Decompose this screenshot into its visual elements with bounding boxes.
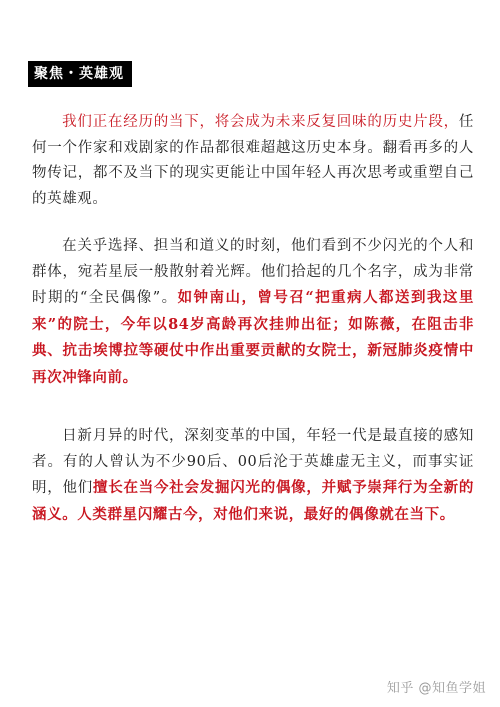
paragraph-3: [32, 424, 474, 528]
zhihu-watermark: 知乎 @知鱼学姐: [386, 681, 486, 696]
paragraph-3-highlight: 擅长在当今社会发掘闪光的偶像，并赋予崇拜行为全新的涵义。人类群星闪耀古今，对他们来说，最好的偶像就在当下。: [32, 479, 474, 523]
paragraph-2: [32, 234, 474, 391]
paragraph-2-highlight: 如钟南山，曾号召“把重病人都送到我这里来”的院士，今年以84岁高龄再次挂帅出征；如陈薇，在阻击非典、抗击埃博拉等硬仗中作出重要贡献的女院士，新冠肺炎疫情中再次冲锋向前。: [32, 289, 475, 386]
paragraph-1: [32, 110, 474, 212]
paragraph-2-text: 在关乎选择、担当和道义的时刻，他们看到不少闪光的个人和群体，宛若星辰一般散射着光辉。他们拾起的几个名字，成为非常时期的“全民偶像”。: [32, 238, 474, 306]
paragraph-1-highlight: 我们正在经历的当下，将会成为未来反复回味的历史片段，: [62, 114, 459, 130]
paragraph-3-text: 日新月异的时代，深刻变革的中国，年轻一代是最直接的感知者。有的人曾认为不少90后、00后沦于英雄虚无主义，而事实证明，他们: [32, 428, 474, 496]
paragraph-1-text: 任何一个作家和戏剧家的作品都很难超越这历史本身。翻看再多的人物传记，都不及当下的现实更能让中国年轻人再次思考或重塑自己的英雄观。: [32, 114, 474, 207]
section-heading: 聚焦・英雄观: [28, 61, 132, 87]
